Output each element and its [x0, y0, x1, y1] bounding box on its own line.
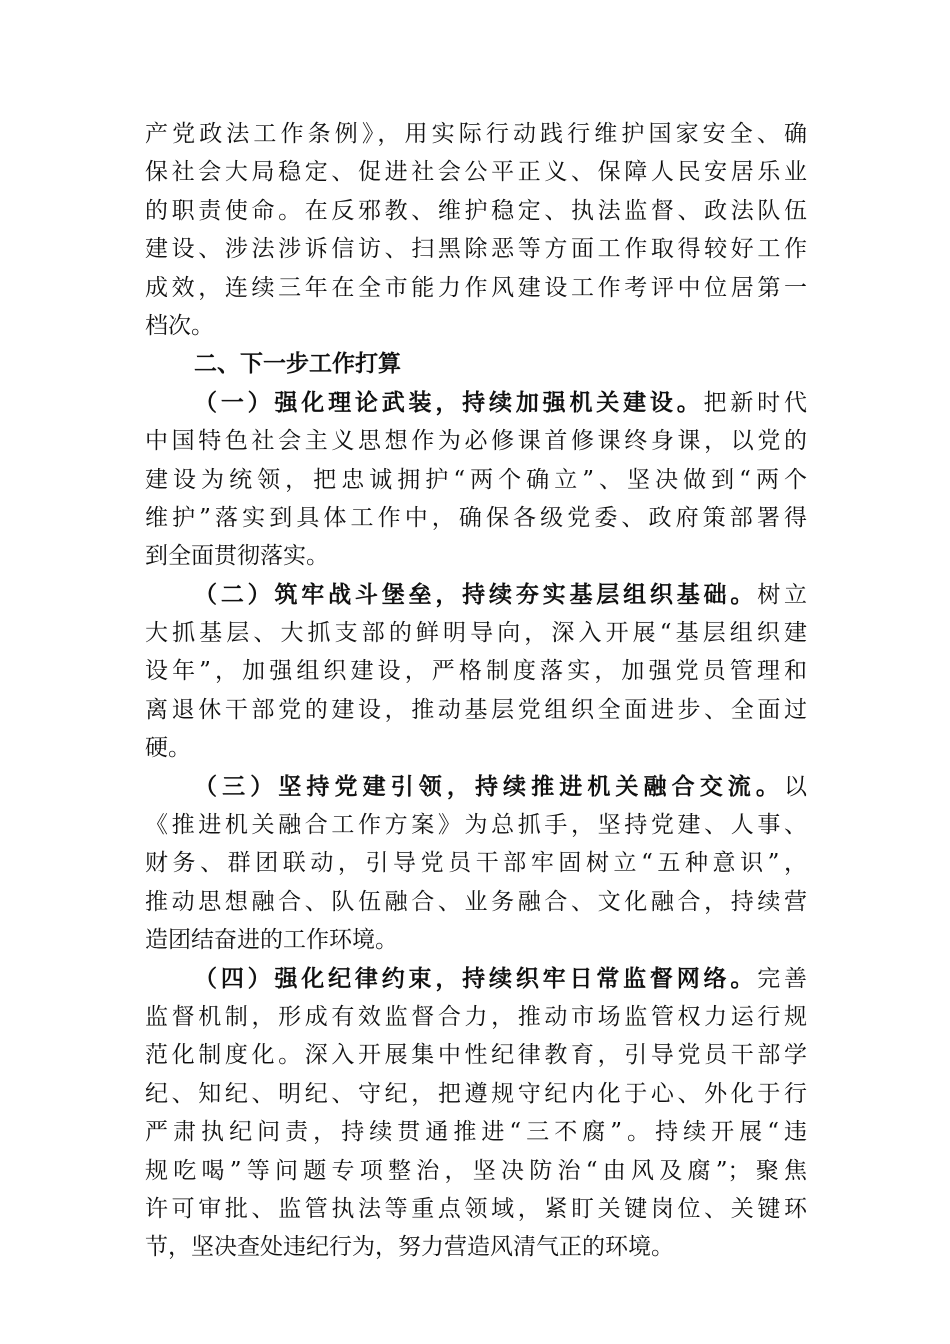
text-line: 档次。: [145, 312, 214, 339]
text-line: 离退休干部党的建设，推动基层党组织全面进步、全面过: [145, 696, 807, 723]
text-line: 大抓基层、大抓支部的鲜明导向，深入开展“基层组织建: [145, 620, 807, 647]
item-title: （三）坚持党建引领，持续推进机关融合交流。: [194, 772, 784, 800]
text-line: 保社会大局稳定、促进社会公平正义、保障人民安居乐业: [145, 159, 807, 186]
document-page: [145, 115, 807, 1267]
text-line: 中国特色社会主义思想作为必修课首修课终身课，以党的: [145, 428, 807, 455]
item-text: 完善: [757, 965, 808, 992]
item-title: （四）强化纪律约束，持续织牢日常监督网络。: [194, 964, 758, 992]
item-paragraph-3: [145, 768, 807, 960]
text-line: 成效，连续三年在全市能力作风建设工作考评中位居第一: [145, 274, 807, 301]
text-line: 推动思想融合、队伍融合、业务融合、文化融合，持续营: [145, 888, 807, 915]
item-text: 把新时代: [703, 389, 808, 416]
text-line: 建设为统领，把忠诚拥护“两个确立”、坚决做到“两个: [145, 466, 807, 493]
paragraph-first-line: [145, 576, 807, 614]
paragraph-first-line: [145, 768, 807, 806]
text-line: 节，坚决查处违纪行为，努力营造风清气正的环境。: [145, 1234, 674, 1261]
intro-paragraph: [145, 115, 807, 345]
item-paragraph-2: [145, 576, 807, 768]
section-heading: 二、下一步工作打算: [194, 351, 401, 378]
item-paragraph-4: [145, 960, 807, 1267]
text-line: 维护”落实到具体工作中，确保各级党委、政府策部署得: [145, 504, 807, 531]
text-line: 《推进机关融合工作方案》为总抓手，坚持党建、人事、: [145, 812, 807, 839]
text-line: 许可审批、监管执法等重点领域，紧盯关键岗位、关键环: [145, 1195, 807, 1222]
paragraph-first-line: [145, 384, 807, 422]
text-line: 严肃执纪问责，持续贯通推进“三不腐”。持续开展“违: [145, 1119, 807, 1146]
text-line: 纪、知纪、明纪、守纪，把遵规守纪内化于心、外化于行: [145, 1080, 807, 1107]
text-line: 的职责使命。在反邪教、维护稳定、执法监督、政法队伍: [145, 197, 807, 224]
text-line: 造团结奋进的工作环境。: [145, 927, 398, 954]
item-text: 树立: [757, 581, 808, 608]
item-title: （一）强化理论武装，持续加强机关建设。: [194, 388, 704, 416]
text-line: 硬。: [145, 735, 191, 762]
text-line: 到全面贯彻落实。: [145, 543, 329, 570]
text-line: 财务、群团联动，引导党员干部牢固树立“五种意识”，: [145, 850, 807, 877]
text-line: 建设、涉法涉诉信访、扫黑除恶等方面工作取得较好工作: [145, 236, 807, 263]
text-line: 监督机制，形成有效监督合力，推动市场监管权力运行规: [145, 1003, 807, 1030]
item-text: 以: [784, 773, 807, 800]
text-line: 产党政法工作条例》，用实际行动践行维护国家安全、确: [145, 121, 807, 147]
item-title: （二）筑牢战斗堡垒，持续夯实基层组织基础。: [194, 580, 758, 608]
text-line: 范化制度化。深入开展集中性纪律教育，引导党员干部学: [145, 1042, 807, 1069]
text-line: 规吃喝”等问题专项整治，坚决防治“由风及腐”；聚焦: [145, 1157, 807, 1184]
paragraph-first-line: [145, 960, 807, 998]
item-paragraph-1: [145, 384, 807, 576]
text-line: 设年”，加强组织建设，严格制度落实，加强党员管理和: [145, 658, 807, 685]
